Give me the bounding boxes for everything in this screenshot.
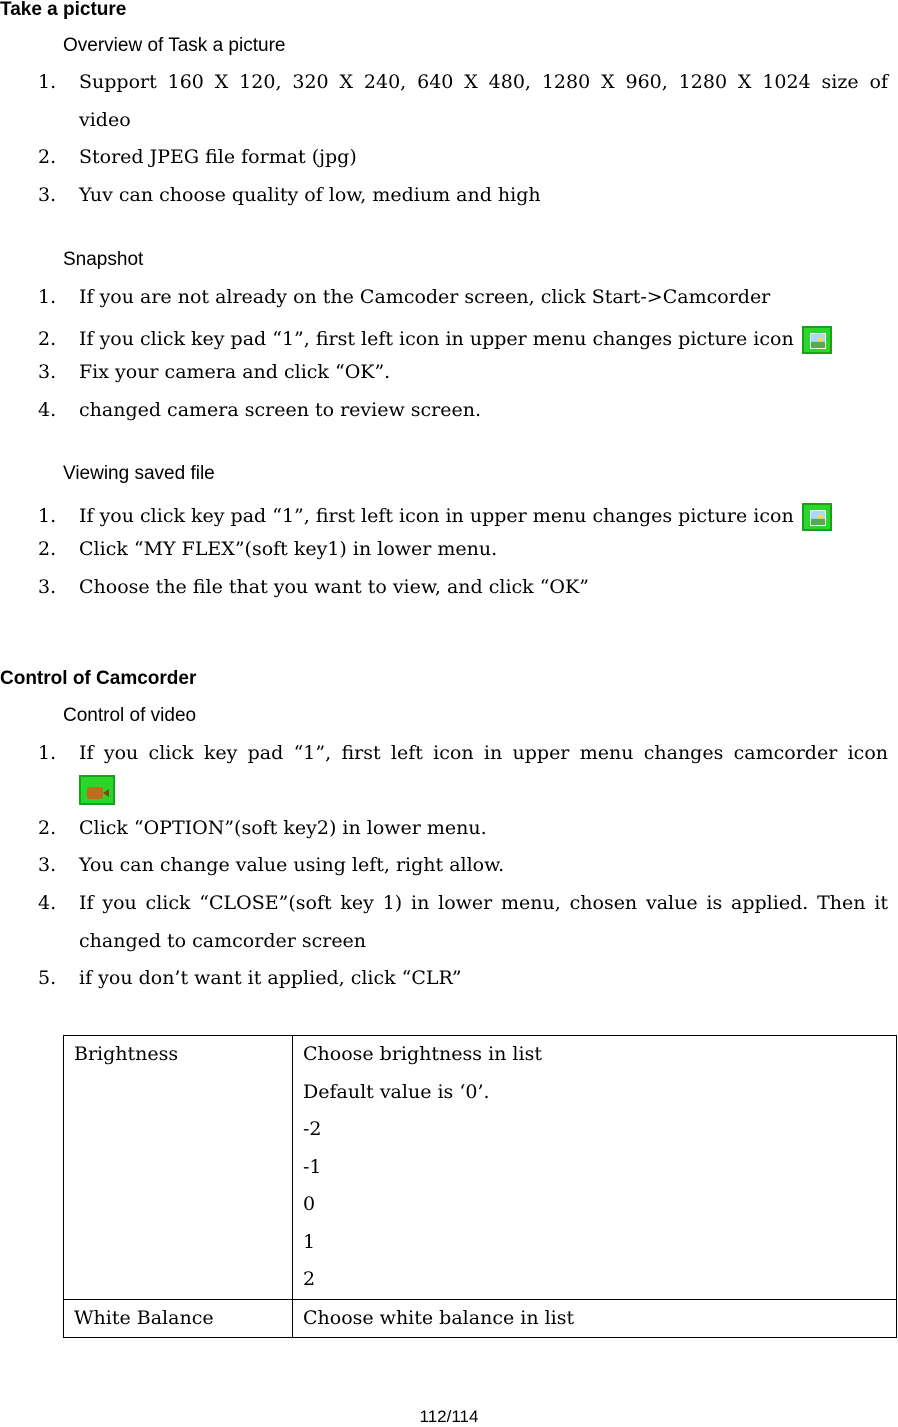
cell-line: 1 [303, 1230, 316, 1253]
item-number: 1. [38, 505, 57, 527]
item-number: 1. [38, 71, 57, 93]
list-item [38, 278, 888, 316]
item-text: Choose the file that you want to view, and click “OK” [79, 576, 589, 598]
table-row [64, 1036, 897, 1300]
table-cell-label: White Balance [64, 1299, 293, 1338]
section-title-control: Control of Camcorder [0, 668, 197, 689]
table-row [64, 1299, 897, 1338]
list-item [38, 138, 888, 176]
item-number: 4. [38, 399, 57, 421]
cell-line: 0 [303, 1193, 316, 1215]
list-item [38, 353, 888, 391]
list-item [38, 809, 888, 847]
item-number: 3. [38, 576, 57, 598]
list-item [38, 530, 888, 568]
item-number: 3. [38, 184, 57, 206]
subsection-title-control-video: Control of video [63, 705, 197, 726]
subsection-title-viewing: Viewing saved file [63, 463, 215, 484]
item-number: 5. [38, 967, 57, 989]
item-text-continued: changed to camcorder screen [79, 930, 367, 952]
item-number: 1. [38, 742, 57, 764]
table-cell-description [293, 1299, 897, 1338]
list-item [38, 884, 888, 960]
cell-line: -2 [303, 1118, 322, 1140]
subsection-title-overview: Overview of Task a picture [63, 35, 286, 56]
item-text: You can change value using left, right allow. [79, 854, 505, 876]
table-cell-description [293, 1036, 897, 1300]
list-item [38, 176, 888, 214]
cell-line: Choose brightness in list [303, 1043, 542, 1065]
picture-icon [802, 503, 832, 531]
item-text: Fix your camera and click “OK”. [79, 361, 391, 383]
list-item [38, 846, 888, 884]
section-title-take-picture: Take a picture [0, 0, 127, 20]
camcorder-icon [79, 775, 115, 805]
item-text: If you are not already on the Camcoder screen, click Start->Camcorder [79, 286, 771, 308]
item-number: 3. [38, 854, 57, 876]
item-number: 2. [38, 328, 57, 350]
item-text: Yuv can choose quality of low, medium and high [79, 184, 541, 206]
item-text: changed camera screen to review screen. [79, 399, 482, 421]
list-item [38, 391, 888, 429]
item-text: If you click key pad “1”, first left icon in upper menu changes camcorder icon [79, 742, 888, 764]
item-text-continued: video [79, 109, 131, 131]
list-item [38, 959, 888, 997]
item-text: Click “OPTION”(soft key2) in lower menu. [79, 817, 487, 839]
item-number: 2. [38, 817, 57, 839]
picture-icon [802, 326, 832, 354]
item-number: 2. [38, 538, 57, 560]
item-number: 2. [38, 146, 57, 168]
list-item [38, 734, 888, 806]
list-item [38, 568, 888, 606]
item-text: Support 160 X 120, 320 X 240, 640 X 480, 1280 X 960, 1280 X 1024 size of [79, 71, 888, 93]
item-number: 1. [38, 286, 57, 308]
item-text: Stored JPEG file format (jpg) [79, 146, 357, 168]
item-text: If you click “CLOSE”(soft key 1) in lower menu, chosen value is applied. Then it [79, 892, 888, 914]
cell-line: 2 [303, 1268, 316, 1290]
item-text: Click “MY FLEX”(soft key1) in lower menu. [79, 538, 498, 560]
options-table [63, 1035, 897, 1338]
item-number: 3. [38, 361, 57, 383]
table-cell-label: Brightness [64, 1036, 293, 1300]
cell-line: Choose white balance in list [303, 1306, 575, 1329]
subsection-title-snapshot: Snapshot [63, 249, 144, 270]
item-text: if you don’t want it applied, click “CLR” [79, 967, 462, 989]
item-text: If you click key pad “1”, first left icon in upper menu changes picture icon [79, 505, 794, 527]
item-text: If you click key pad “1”, first left icon in upper menu changes picture icon [79, 328, 794, 350]
list-item [38, 63, 888, 139]
page-number: 112/114 [419, 1407, 479, 1426]
cell-line: -1 [303, 1155, 322, 1178]
cell-line: Default value is ‘0’. [303, 1080, 490, 1103]
item-number: 4. [38, 892, 57, 914]
